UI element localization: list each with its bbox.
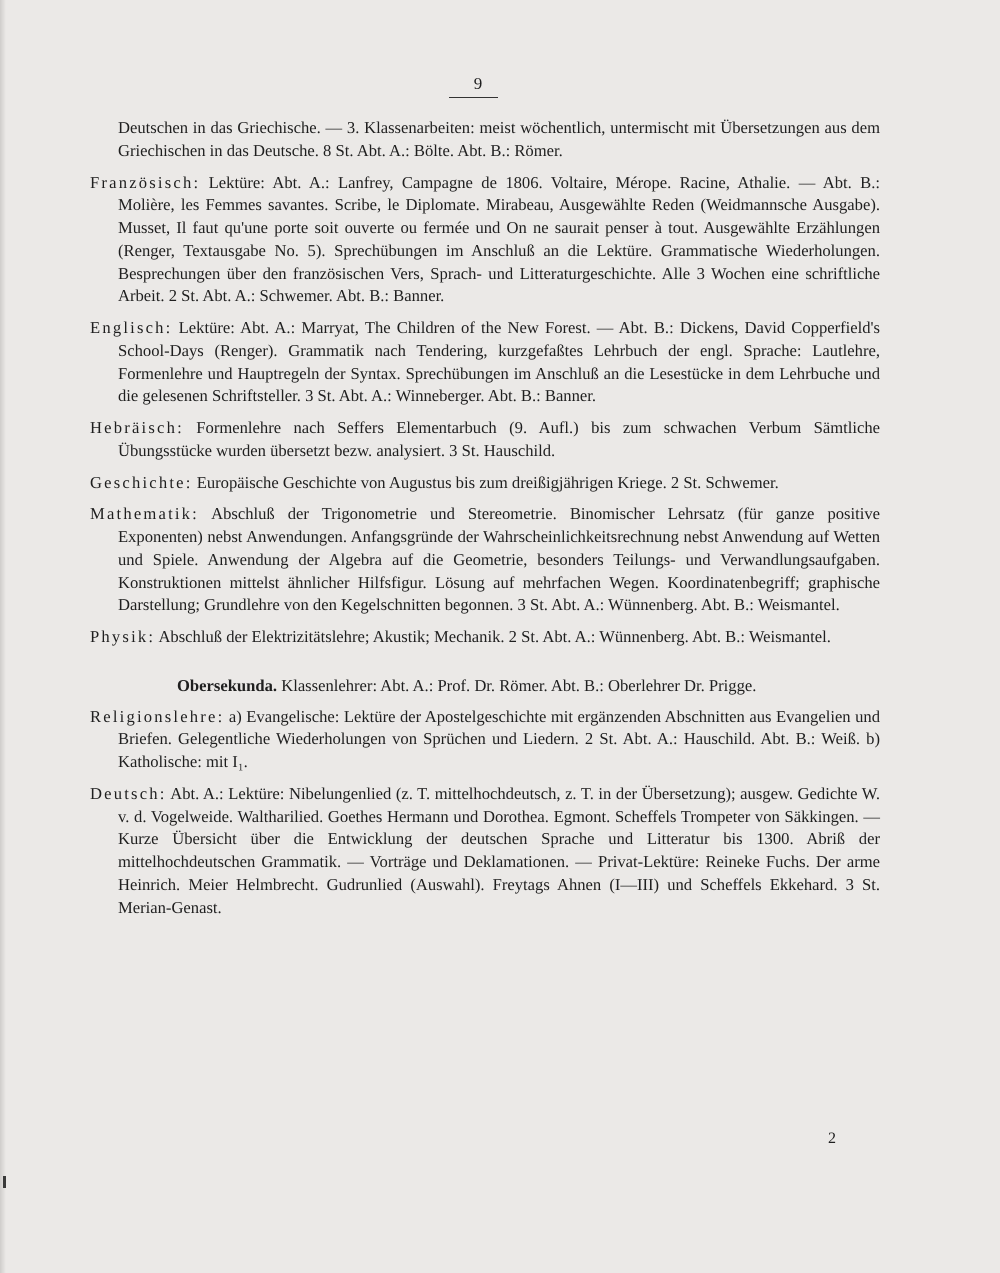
subject-heading: Mathematik:	[90, 504, 199, 524]
paragraph-physik	[90, 626, 880, 649]
paragraph-text: Formenlehre nach Seffers Elementarbuch (9. Aufl.) bis zum schwachen Verbum Sämtliche Übungsstücke wurden übersetzt bezw. analysiert. 3 St. Hauschild.	[118, 418, 880, 460]
paragraph-text: Lektüre: Abt. A.: Lanfrey, Campagne de 1806. Voltaire, Mérope. Racine, Athalie. — Abt. B.: Molière, les Femmes savantes. Scribe, le Diplomate. Mirabeau, Ausgewählte Reden (Weidmannsche Ausgabe). Musset, Il faut qu'une porte soit ouverte ou fermée und On ne saurait penser à tout. Ausgewählte Erzählungen (Renger, Textausgabe No. 5). Sprechübungen im Anschluß an die Lektüre. Grammatische Wiederholungen. Besprechungen über den französischen Vers, Sprach- und Litteraturgeschichte. Alle 3 Wochen eine schriftliche Arbeit. 2 St. Abt. A.: Schwemer. Abt. B.: Banner.	[118, 172, 880, 306]
paragraph-text: Deutschen in das Griechische. — 3. Klassenarbeiten: meist wöchentlich, untermischt mit Übersetzungen aus dem Griechischen in das Deutsche. 8 St. Abt. A.: Bölte. Abt. B.: Römer.	[118, 118, 880, 160]
section-header-obersekunda	[90, 675, 880, 698]
scan-edge-mark	[3, 1176, 6, 1188]
paragraph-text: Lektüre: Abt. A.: Marryat, The Children of the New Forest. — Abt. B.: Dickens, David Copperfield's School-Days (Renger). Grammatik nach Tendering, kurzgefaßtes Lehrbuch der engl. Sprache: Lautlehre, Formenlehre und Hauptregeln der Syntax. Sprechübungen im Anschluß an die Lesestücke in dem Lehrbuche und die gelesenen Schriftsteller. 3 St. Abt. A.: Winneberger. Abt. B.: Banner.	[118, 318, 880, 406]
subject-heading: Deutsch:	[90, 783, 167, 803]
paragraph-text: Abschluß der Trigonometrie und Stereometrie. Binomischer Lehrsatz (für ganze positive Exponenten) nebst Anwendungen. Anfangsgründe der Wahrscheinlichkeitsrechnung nebst Anwendung auf Wetten und Spiele. Anwendung der Algebra auf die Geometrie, besonders Teilungs- und Verwandlungsaufgaben. Konstruktionen mittelst ähnlicher Hilfsfigur. Lösung auf mehrfachen Wegen. Koordinatenbegriff; graphische Darstellung; Grundlehre von den Kegelschnitten begonnen. 3 St. Abt. A.: Wünnenberg. Abt. B.: Weismantel.	[118, 504, 881, 615]
paragraph-text: Abt. A.: Lektüre: Nibelungenlied (z. T. mittelhochdeutsch, z. T. in der Übersetzung); ausgew. Gedichte W. v. d. Vogelweide. Waltharilied. Goethes Hermann und Dorothea. Egmont. Scheffels Trompeter von Säkkingen. — Kurze Übersicht über die Entwicklung der deutschen Sprache und Litteratur bis 1300. Abriß der mittelhochdeutschen Grammatik. — Vorträge und Deklamationen. — Privat-Lektüre: Reineke Fuchs. Der arme Heinrich. Meier Helmbrecht. Gudrunlied (Auswahl). Freytags Ahnen (I—III) und Scheffels Ekkehard. 3 St. Merian-Genast.	[118, 783, 880, 917]
paragraph-deutsch	[90, 783, 880, 920]
paragraph-mathematik	[90, 503, 880, 617]
page-body	[90, 117, 880, 928]
paragraph-geschichte	[90, 472, 880, 495]
paragraph-text: a) Evangelische: Lektüre der Apostelgeschichte mit ergänzenden Abschnitten aus Evangelien und Briefen. Gelegentliche Wiederholungen von Sprüchen und Liedern. 2 St. Abt. A.: Hauschild. Abt. B.: Weiß. b) Katholische: mit I₁.	[118, 706, 880, 771]
subject-heading: Hebräisch:	[90, 418, 184, 437]
subject-heading: Religionslehre:	[90, 706, 225, 726]
section-teachers: Klassenlehrer: Abt. A.: Prof. Dr. Römer. Abt. B.: Oberlehrer Dr. Prigge.	[281, 675, 757, 695]
paragraph-franzoesisch	[90, 172, 880, 309]
paragraph-griechisch-continued	[90, 117, 880, 163]
paragraph-text: Europäische Geschichte von Augustus bis zum dreißigjährigen Kriege. 2 St. Schwemer.	[196, 472, 779, 492]
subject-heading: Englisch:	[90, 318, 173, 337]
page-number: 9	[473, 74, 483, 93]
paragraph-religionslehre	[90, 706, 880, 774]
subject-heading: Physik:	[90, 627, 156, 646]
paragraph-hebraeisch	[90, 417, 880, 463]
section-title: Obersekunda.	[177, 675, 278, 695]
page-binding-edge	[0, 0, 6, 1273]
subject-heading: Geschichte:	[90, 472, 193, 492]
paragraph-englisch	[90, 317, 880, 408]
sheet-signature-mark: 2	[828, 1130, 836, 1147]
subject-heading: Französisch:	[90, 172, 201, 192]
paragraph-text: Abschluß der Elektrizitätslehre; Akustik; Mechanik. 2 St. Abt. A.: Wünnenberg. Abt. B.: Weismantel.	[158, 627, 831, 646]
header-rule	[449, 97, 498, 98]
